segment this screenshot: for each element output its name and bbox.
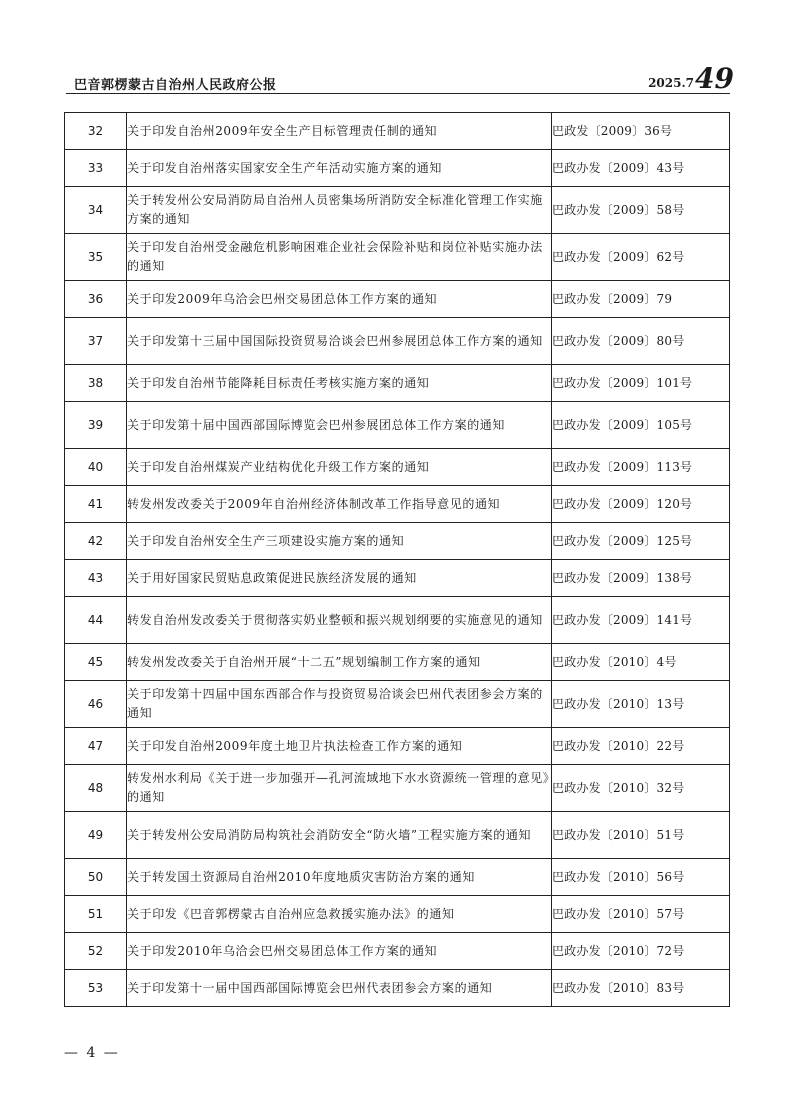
document-title: 转发州发改委关于2009年自治州经济体制改革工作指导意见的通知: [127, 486, 552, 523]
table-row: [65, 449, 730, 486]
row-number: 35: [65, 234, 127, 281]
table-row: [65, 402, 730, 449]
document-number: 巴政办发〔2010〕13号: [552, 681, 730, 728]
document-title: 关于印发自治州节能降耗目标责任考核实施方案的通知: [127, 365, 552, 402]
table-row: [65, 728, 730, 765]
table-row: [65, 318, 730, 365]
document-number: 巴政办发〔2010〕51号: [552, 812, 730, 859]
row-number: 33: [65, 150, 127, 187]
document-number: 巴政办发〔2010〕22号: [552, 728, 730, 765]
document-title: 关于印发第十届中国西部国际博览会巴州参展团总体工作方案的通知: [127, 402, 552, 449]
document-number: 巴政办发〔2009〕43号: [552, 150, 730, 187]
table-row: [65, 281, 730, 318]
table-row: [65, 560, 730, 597]
document-title: 关于印发第十三届中国国际投资贸易洽谈会巴州参展团总体工作方案的通知: [127, 318, 552, 365]
table-row: [65, 234, 730, 281]
document-number: 巴政办发〔2010〕83号: [552, 970, 730, 1007]
document-list-table: [64, 112, 730, 1007]
document-title: 关于用好国家民贸贴息政策促进民族经济发展的通知: [127, 560, 552, 597]
table-row: [65, 187, 730, 234]
document-number: 巴政办发〔2009〕79: [552, 281, 730, 318]
row-number: 36: [65, 281, 127, 318]
document-number: 巴政办发〔2009〕80号: [552, 318, 730, 365]
document-number: 巴政办发〔2009〕141号: [552, 597, 730, 644]
document-number: 巴政办发〔2010〕57号: [552, 896, 730, 933]
table-row: [65, 523, 730, 560]
header-rule: [66, 93, 730, 94]
document-number: 巴政发〔2009〕36号: [552, 113, 730, 150]
page-header: [74, 62, 734, 95]
document-title: 关于转发州公安局消防局构筑社会消防安全“防火墙”工程实施方案的通知: [127, 812, 552, 859]
table-row: [65, 681, 730, 728]
row-number: 51: [65, 896, 127, 933]
row-number: 32: [65, 113, 127, 150]
document-title: 关于印发自治州安全生产三项建设实施方案的通知: [127, 523, 552, 560]
table-row: [65, 970, 730, 1007]
table-row: [65, 644, 730, 681]
row-number: 46: [65, 681, 127, 728]
document-title: 关于印发自治州2009年安全生产目标管理责任制的通知: [127, 113, 552, 150]
document-title: 转发州发改委关于自治州开展“十二五”规划编制工作方案的通知: [127, 644, 552, 681]
row-number: 39: [65, 402, 127, 449]
document-number: 巴政办发〔2009〕105号: [552, 402, 730, 449]
document-number: 巴政办发〔2009〕62号: [552, 234, 730, 281]
row-number: 45: [65, 644, 127, 681]
row-number: 37: [65, 318, 127, 365]
table-row: [65, 933, 730, 970]
document-number: 巴政办发〔2010〕56号: [552, 859, 730, 896]
page-number: — 4 —: [64, 1045, 120, 1061]
table-row: [65, 150, 730, 187]
row-number: 48: [65, 765, 127, 812]
table-row: [65, 896, 730, 933]
table-row: [65, 597, 730, 644]
document-title: 转发自治州发改委关于贯彻落实奶业整顿和振兴规划纲要的实施意见的通知: [127, 597, 552, 644]
row-number: 49: [65, 812, 127, 859]
table-row: [65, 859, 730, 896]
document-title: 关于印发自治州煤炭产业结构优化升级工作方案的通知: [127, 449, 552, 486]
row-number: 38: [65, 365, 127, 402]
document-number: 巴政办发〔2010〕32号: [552, 765, 730, 812]
table-row: [65, 365, 730, 402]
row-number: 52: [65, 933, 127, 970]
document-title: 关于印发《巴音郭楞蒙古自治州应急救援实施办法》的通知: [127, 896, 552, 933]
issue-date: 2025.7: [648, 76, 694, 90]
document-number: 巴政办发〔2009〕138号: [552, 560, 730, 597]
table-row: [65, 812, 730, 859]
document-number: 巴政办发〔2009〕120号: [552, 486, 730, 523]
row-number: 44: [65, 597, 127, 644]
document-title: 关于印发自治州受金融危机影响困难企业社会保险补贴和岗位补贴实施办法的通知: [127, 234, 552, 281]
row-number: 43: [65, 560, 127, 597]
table-row: [65, 486, 730, 523]
row-number: 41: [65, 486, 127, 523]
document-number: 巴政办发〔2009〕101号: [552, 365, 730, 402]
row-number: 50: [65, 859, 127, 896]
row-number: 40: [65, 449, 127, 486]
document-title: 关于印发2009年乌洽会巴州交易团总体工作方案的通知: [127, 281, 552, 318]
row-number: 53: [65, 970, 127, 1007]
row-number: 42: [65, 523, 127, 560]
gazette-title: 巴音郭楞蒙古自治州人民政府公报: [74, 78, 277, 93]
document-title: 关于转发州公安局消防局自治州人员密集场所消防安全标准化管理工作实施方案的通知: [127, 187, 552, 234]
issue-number: 49: [695, 62, 734, 95]
document-number: 巴政办发〔2009〕125号: [552, 523, 730, 560]
document-title: 关于印发第十一届中国西部国际博览会巴州代表团参会方案的通知: [127, 970, 552, 1007]
document-title: 关于印发第十四届中国东西部合作与投资贸易洽谈会巴州代表团参会方案的通知: [127, 681, 552, 728]
document-title: 关于转发国土资源局自治州2010年度地质灾害防治方案的通知: [127, 859, 552, 896]
document-number: 巴政办发〔2009〕113号: [552, 449, 730, 486]
table-row: [65, 113, 730, 150]
row-number: 34: [65, 187, 127, 234]
table-row: [65, 765, 730, 812]
row-number: 47: [65, 728, 127, 765]
document-title: 转发州水利局《关于进一步加强开—孔河流域地下水水资源统一管理的意见》的通知: [127, 765, 552, 812]
document-number: 巴政办发〔2009〕58号: [552, 187, 730, 234]
document-number: 巴政办发〔2010〕72号: [552, 933, 730, 970]
document-title: 关于印发2010年乌洽会巴州交易团总体工作方案的通知: [127, 933, 552, 970]
document-title: 关于印发自治州2009年度土地卫片执法检查工作方案的通知: [127, 728, 552, 765]
document-number: 巴政办发〔2010〕4号: [552, 644, 730, 681]
document-title: 关于印发自治州落实国家安全生产年活动实施方案的通知: [127, 150, 552, 187]
